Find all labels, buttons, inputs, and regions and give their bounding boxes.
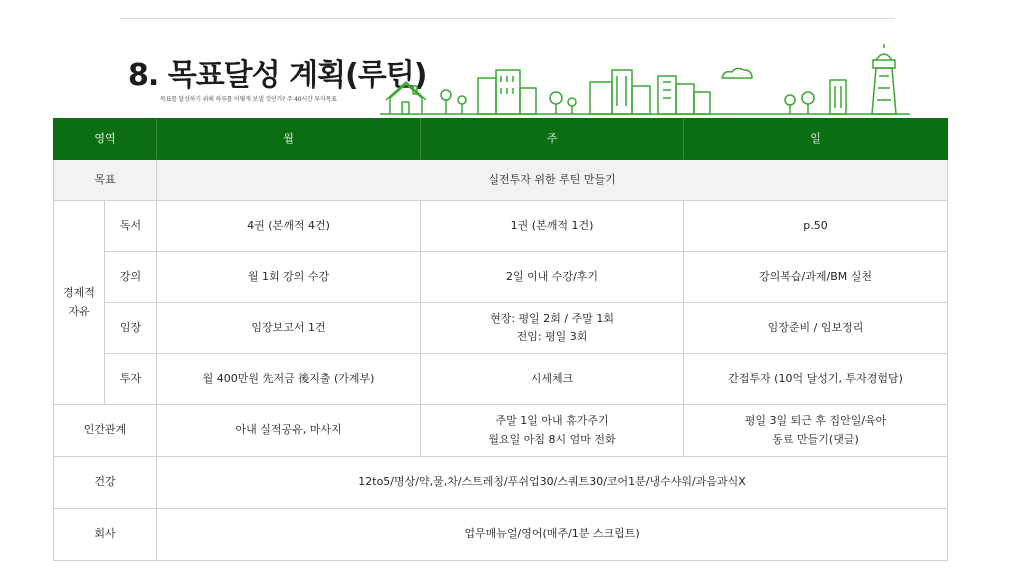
table-row xyxy=(54,354,948,405)
header-week: 주 xyxy=(421,119,684,160)
table-row xyxy=(54,303,948,354)
cell-fieldwork-day: 임장준비 / 임보정리 xyxy=(684,303,948,354)
row-label-reading: 독서 xyxy=(105,201,157,252)
row-label-health: 건강 xyxy=(54,457,157,509)
econ-label-line1: 경제적 xyxy=(63,286,95,300)
cell-fieldwork-week xyxy=(421,303,684,354)
row-label-lecture: 강의 xyxy=(105,252,157,303)
page-title: 8. 목표달성 계획(루틴) xyxy=(128,58,427,93)
tree-icon xyxy=(441,90,466,114)
cell-lecture-week: 2일 이내 수강/후기 xyxy=(421,252,684,303)
table-row xyxy=(54,405,948,457)
cell-fieldwork-month: 임장보고서 1건 xyxy=(157,303,421,354)
fieldwork-week-line1: 현장: 평일 2회 / 주말 1회 xyxy=(490,311,614,325)
fieldwork-week-line2: 전임: 평일 3회 xyxy=(516,330,588,343)
goal-label: 목표 xyxy=(54,160,157,201)
cell-reading-week: 1권 (본깨적 1건) xyxy=(421,201,684,252)
building-icon xyxy=(590,70,650,114)
cell-invest-day: 간접투자 (10억 달성기, 투자경험담) xyxy=(684,354,948,405)
building-icon xyxy=(478,70,536,114)
relations-day-line1: 평일 3일 퇴근 후 집안일/육아 xyxy=(744,414,887,428)
cell-relations-month: 아내 실적공유, 마사지 xyxy=(157,405,421,457)
relations-week-line1: 주말 1일 아내 휴가주기 xyxy=(495,414,609,428)
header-day: 일 xyxy=(684,119,948,160)
cell-reading-day: p.50 xyxy=(684,201,948,252)
top-divider xyxy=(120,18,895,19)
header-area: 영역 xyxy=(54,119,157,160)
econ-group-label xyxy=(54,201,105,405)
routine-table xyxy=(53,118,948,561)
table-row xyxy=(54,509,948,561)
cloud-icon xyxy=(722,68,752,78)
building-icon xyxy=(658,76,710,114)
row-label-fieldwork: 임장 xyxy=(105,303,157,354)
cell-company-value: 업무매뉴얼/영어(매주/1분 스크립트) xyxy=(157,509,948,561)
row-label-invest: 투자 xyxy=(105,354,157,405)
cell-reading-month: 4권 (본깨적 4건) xyxy=(157,201,421,252)
cell-invest-week: 시세체크 xyxy=(421,354,684,405)
cell-lecture-day: 강의복습/과제/BM 실천 xyxy=(684,252,948,303)
page-subtitle: 목표를 달성하기 위해 하루를 어떻게 보낼 것인가? 주 40시간 투자목표 xyxy=(160,96,337,103)
goal-value: 실전투자 위한 루틴 만들기 xyxy=(157,160,948,201)
tree-icon xyxy=(550,92,576,114)
row-label-relations: 인간관계 xyxy=(54,405,157,457)
econ-label-line2: 자유 xyxy=(68,304,90,318)
cell-health-value: 12to5/명상/약,물,차/스트레칭/푸쉬업30/스쿼트30/코어1분/냉수샤워/과음과식X xyxy=(157,457,948,509)
cell-invest-month: 월 400만원 先저금 後지출 (가계부) xyxy=(157,354,421,405)
cell-relations-week xyxy=(421,405,684,457)
table-row xyxy=(54,160,948,201)
table-row xyxy=(54,201,948,252)
relations-day-line2: 동료 만들기(댓글) xyxy=(772,432,859,446)
skyline-illustration xyxy=(380,40,910,118)
table-row xyxy=(54,252,948,303)
cell-relations-day xyxy=(684,405,948,457)
house-icon xyxy=(386,82,426,114)
building-icon xyxy=(830,80,846,114)
row-label-company: 회사 xyxy=(54,509,157,561)
relations-week-line2: 월요일 아침 8시 엄마 전화 xyxy=(488,432,616,446)
header-month: 월 xyxy=(157,119,421,160)
tree-icon xyxy=(785,92,814,114)
cell-lecture-month: 월 1회 강의 수강 xyxy=(157,252,421,303)
lighthouse-icon xyxy=(872,44,896,114)
table-row xyxy=(54,457,948,509)
